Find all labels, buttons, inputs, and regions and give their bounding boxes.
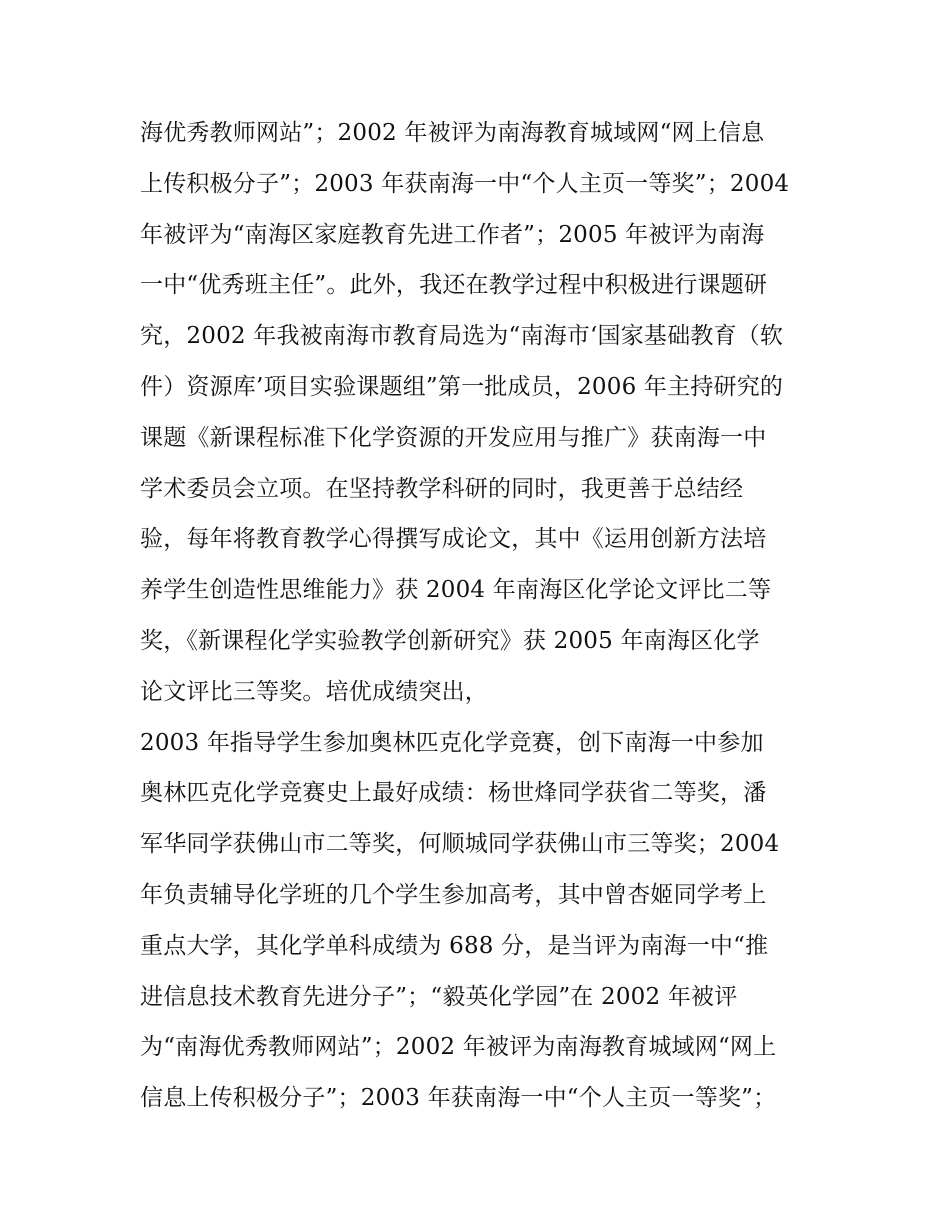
text-line: 进信息技术教育先进分子”；“毅英化学园”在 2002 年被评: [140, 983, 738, 1010]
text-line: 重点大学，其化学单科成绩为 688 分，是当评为南海一中“推: [140, 932, 769, 959]
body-text: [140, 108, 820, 1124]
text-line: 年负责辅导化学班的几个学生参加高考，其中曾杏姬同学考上: [140, 881, 767, 908]
text-line: 一中“优秀班主任”。此外，我还在教学过程中积极进行课题研: [140, 272, 768, 299]
text-line: 海优秀教师网站”；2002 年被评为南海教育城域网“网上信息: [140, 120, 765, 146]
text-line: 军华同学获佛山市二等奖，何顺城同学获佛山市三等奖；2004: [140, 831, 780, 858]
text-line: 究，2002 年我被南海市教育局选为“南海市‘国家基础教育（软: [140, 323, 784, 350]
text-line: 为“南海优秀教师网站”；2002 年被评为南海教育城域网“网上: [140, 1034, 777, 1061]
text-line: 信息上传积极分子”；2003 年获南海一中“个人主页一等奖”；: [140, 1085, 777, 1112]
text-line: 奖，《新课程化学实验教学创新研究》获 2005 年南海区化学: [140, 627, 760, 654]
text-line: 课题《新课程标准下化学资源的开发应用与推广》获南海一中: [140, 424, 767, 451]
text-line: 验，每年将教育教学心得撰写成论文，其中《运用创新方法培: [140, 526, 767, 553]
text-line: 年被评为“南海区家庭教育先进工作者”；2005 年被评为南海: [140, 221, 765, 248]
text-line: 2003 年指导学生参加奥林匹克化学竞赛，创下南海一中参加: [140, 729, 764, 756]
text-line: 养学生创造性思维能力》获 2004 年南海区化学论文评比二等: [140, 577, 772, 604]
text-line: 件）资源库’项目实验课题组”第一批成员，2006 年主持研究的: [140, 373, 784, 400]
text-line: 奥林匹克化学竞赛史上最好成绩：杨世烽同学获省二等奖，潘: [140, 780, 767, 807]
text-line: 上传积极分子”；2003 年获南海一中“个人主页一等奖”；2004: [140, 170, 790, 197]
text-line: 学术委员会立项。在坚持教学科研的同时，我更善于总结经: [140, 475, 744, 502]
text-line: 论文评比三等奖。培优成绩突出，: [140, 678, 488, 705]
